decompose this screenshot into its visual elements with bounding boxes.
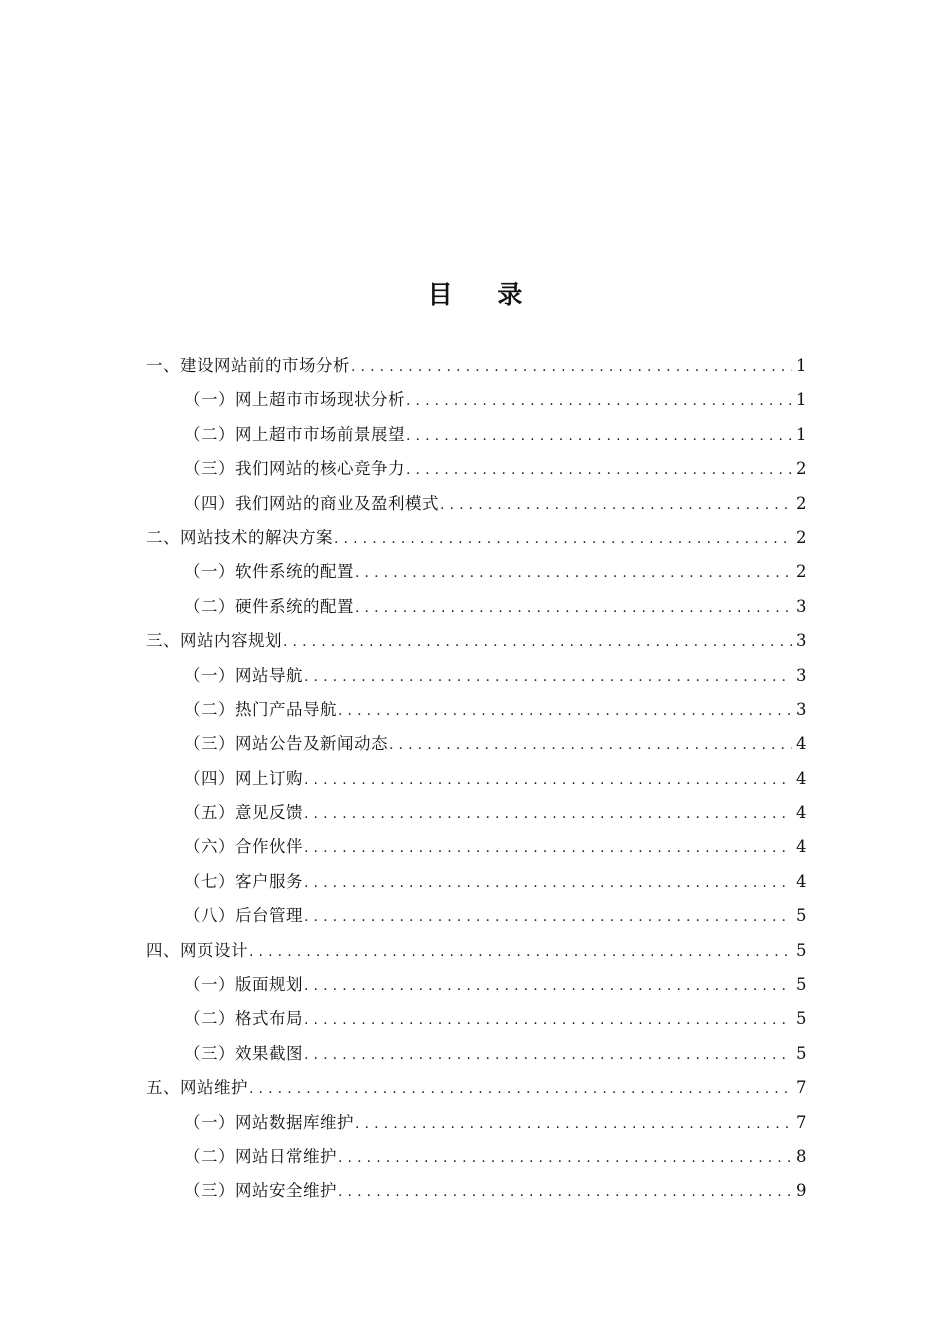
toc-page-number: 5 — [796, 975, 807, 995]
toc-entry-title: （二）格式布局 — [184, 1009, 303, 1029]
toc-subsection-entry[interactable] — [146, 555, 806, 589]
toc-page-number: 3 — [796, 665, 807, 685]
toc-dot-leader — [304, 763, 792, 797]
toc-page-number: 4 — [796, 871, 807, 891]
toc-page-number: 1 — [796, 356, 807, 375]
toc-entry-title: （一）网上超市市场现状分析 — [184, 390, 405, 410]
toc-page-number: 1 — [796, 424, 807, 444]
toc-page-number: 7 — [796, 1078, 807, 1098]
toc-subsection-entry[interactable] — [146, 1106, 806, 1140]
toc-entry-title: 一、建设网站前的市场分析 — [146, 356, 350, 375]
toc-dot-leader — [283, 625, 792, 659]
toc-entry-title: （三）网站安全维护 — [184, 1181, 337, 1201]
toc-subsection-entry[interactable] — [146, 418, 806, 452]
toc-dot-leader — [406, 419, 792, 453]
toc-dot-leader — [338, 1141, 792, 1175]
toc-page-number: 4 — [796, 803, 807, 823]
toc-dot-leader — [355, 556, 792, 590]
toc-subsection-entry[interactable] — [146, 968, 806, 1002]
toc-entry-title: （三）网站公告及新闻动态 — [184, 734, 388, 754]
toc-entry-title: （二）热门产品导航 — [184, 699, 337, 719]
toc-dot-leader — [304, 797, 792, 831]
toc-entry-title: 四、网页设计 — [146, 940, 248, 960]
toc-entry-title: （二）网上超市市场前景展望 — [184, 424, 405, 444]
toc-entry-title: （一）网站数据库维护 — [184, 1112, 354, 1132]
toc-page-number: 7 — [796, 1112, 807, 1132]
toc-entry-title: （二）网站日常维护 — [184, 1146, 337, 1166]
toc-page-number: 1 — [796, 390, 807, 410]
toc-entry-title: 二、网站技术的解决方案 — [146, 527, 333, 547]
toc-section-entry[interactable] — [146, 1071, 806, 1105]
toc-dot-leader — [304, 1003, 792, 1037]
toc-entry-title: 五、网站维护 — [146, 1078, 248, 1098]
toc-dot-leader — [351, 350, 792, 384]
toc-subsection-entry[interactable] — [146, 590, 806, 624]
toc-entry-title: 三、网站内容规划 — [146, 631, 282, 651]
toc-page-number: 3 — [796, 699, 807, 719]
toc-subsection-entry[interactable] — [146, 796, 806, 830]
toc-entry-title: （一）软件系统的配置 — [184, 562, 354, 582]
toc-page-number: 5 — [796, 940, 807, 960]
toc-subsection-entry[interactable] — [146, 452, 806, 486]
toc-subsection-entry[interactable] — [146, 693, 806, 727]
toc-page-number: 8 — [796, 1146, 807, 1166]
toc-subsection-entry[interactable] — [146, 1140, 806, 1174]
toc-entry-title: （三）效果截图 — [184, 1043, 303, 1063]
toc-subsection-entry[interactable] — [146, 727, 806, 761]
toc-entry-title: （三）我们网站的核心竞争力 — [184, 459, 405, 479]
toc-subsection-entry[interactable] — [146, 830, 806, 864]
toc-dot-leader — [389, 728, 792, 762]
toc-subsection-entry[interactable] — [146, 383, 806, 417]
toc-dot-leader — [338, 1175, 792, 1209]
toc-dot-leader — [304, 660, 792, 694]
toc-page-number: 2 — [796, 562, 807, 582]
toc-dot-leader — [249, 935, 792, 969]
toc-entry-title: （七）客户服务 — [184, 871, 303, 891]
toc-dot-leader — [304, 969, 792, 1003]
toc-section-entry[interactable] — [146, 624, 806, 658]
toc-entry-title: （四）网上订购 — [184, 768, 303, 788]
toc-page-number: 4 — [796, 768, 807, 788]
toc-entry-title: （五）意见反馈 — [184, 803, 303, 823]
toc-page-number: 3 — [796, 596, 807, 616]
toc-subsection-entry[interactable] — [146, 1174, 806, 1208]
toc-dot-leader — [338, 694, 792, 728]
toc-page-number: 4 — [796, 837, 807, 857]
toc-subsection-entry[interactable] — [146, 865, 806, 899]
toc-entry-title: （八）后台管理 — [184, 906, 303, 926]
toc-page-number: 5 — [796, 1009, 807, 1029]
toc-subsection-entry[interactable] — [146, 762, 806, 796]
toc-entry-title: （二）硬件系统的配置 — [184, 596, 354, 616]
toc-page-number: 2 — [796, 459, 807, 479]
toc-page-number: 3 — [796, 631, 807, 651]
toc-section-entry[interactable] — [146, 934, 806, 968]
toc-dot-leader — [304, 1038, 792, 1072]
toc-section-entry[interactable] — [146, 349, 806, 383]
toc-page-number: 2 — [796, 493, 807, 513]
toc-dot-leader — [334, 522, 792, 556]
toc-page-number: 4 — [796, 734, 807, 754]
toc-subsection-entry[interactable] — [146, 487, 806, 521]
toc-section-entry[interactable] — [146, 521, 806, 555]
toc-entry-title: （一）网站导航 — [184, 665, 303, 685]
toc-entry-title: （四）我们网站的商业及盈利模式 — [184, 493, 439, 513]
toc-dot-leader — [355, 1107, 792, 1141]
toc-page-number: 9 — [796, 1181, 807, 1201]
toc-dot-leader — [406, 453, 792, 487]
table-of-contents — [146, 349, 806, 1209]
toc-dot-leader — [440, 488, 792, 522]
toc-subsection-entry[interactable] — [146, 1002, 806, 1036]
toc-subsection-entry[interactable] — [146, 659, 806, 693]
toc-page-number: 5 — [796, 1043, 807, 1063]
toc-subsection-entry[interactable] — [146, 899, 806, 933]
toc-page-number: 5 — [796, 906, 807, 926]
toc-dot-leader — [304, 866, 792, 900]
toc-dot-leader — [304, 831, 792, 865]
toc-entry-title: （六）合作伙伴 — [184, 837, 303, 857]
page-title: 目 录 — [427, 280, 541, 309]
toc-page-number: 2 — [796, 527, 807, 547]
toc-entry-title: （一）版面规划 — [184, 975, 303, 995]
toc-dot-leader — [355, 591, 792, 625]
toc-dot-leader — [304, 900, 792, 934]
toc-dot-leader — [406, 384, 792, 418]
toc-dot-leader — [249, 1072, 792, 1106]
toc-subsection-entry[interactable] — [146, 1037, 806, 1071]
